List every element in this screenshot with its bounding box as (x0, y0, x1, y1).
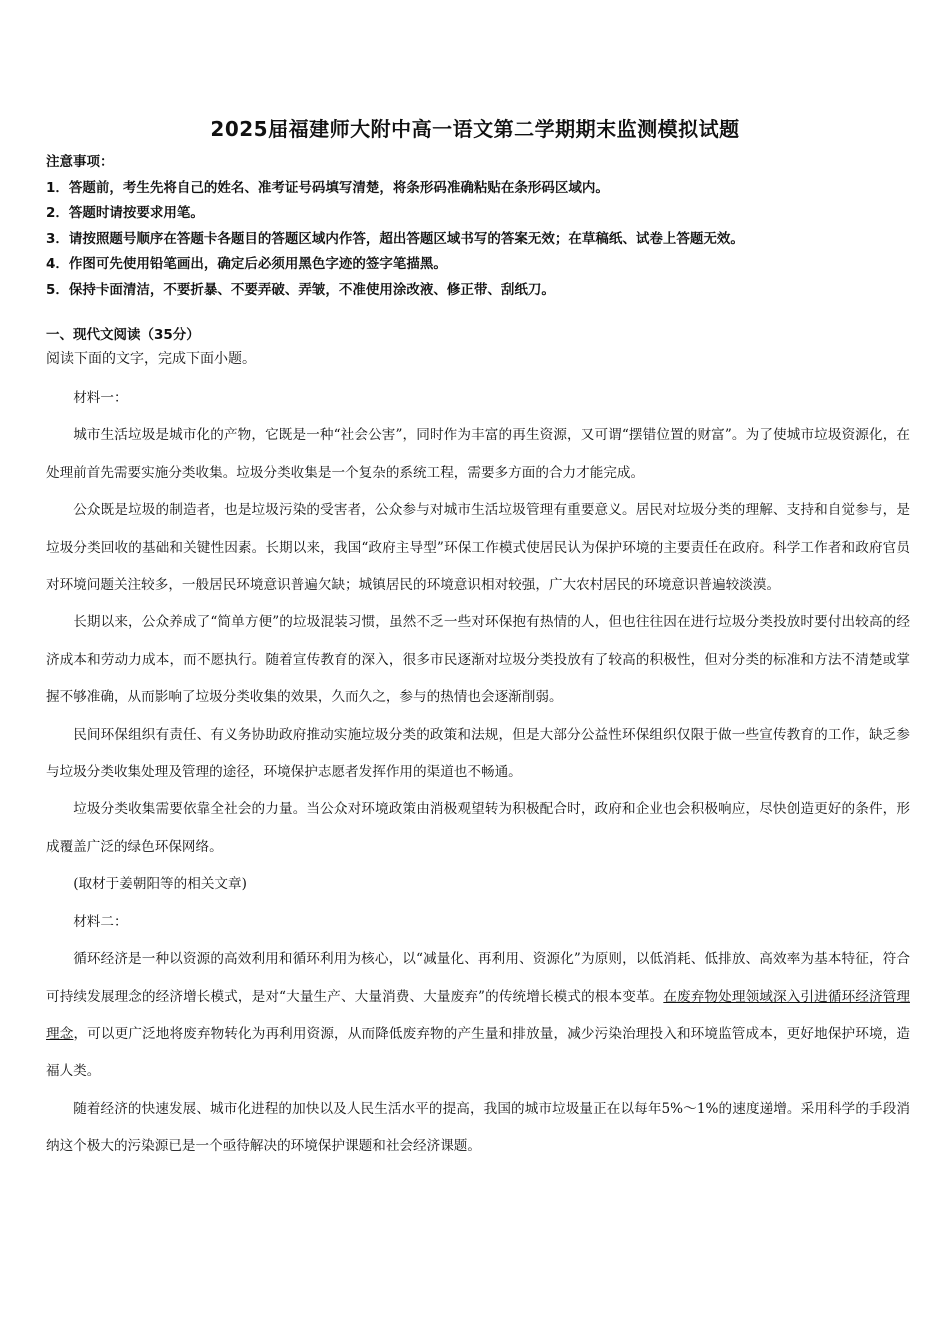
notice-block (46, 150, 926, 303)
material2-paragraph-1 (46, 941, 910, 1091)
notice-item-1: 1．答题前，考生先将自己的姓名、准考证号码填写清楚，将条形码准确粘贴在条形码区域内。 (46, 179, 609, 196)
notice-item-5: 5．保持卡面清洁，不要折暴、不要弄破、弄皱，不准使用涂改液、修正带、刮纸刀。 (46, 281, 555, 298)
material1-label: 材料一： (73, 390, 128, 406)
material2-label: 材料二： (73, 913, 128, 930)
document-title: 2025届福建师大附中高一语文第二学期期末监测模拟试题 (210, 117, 740, 141)
reading-passage (46, 380, 910, 1166)
notice-item-4: 4．作图可先使用铅笔画出，确定后必须用黑色字迹的签字笔描黑。 (46, 256, 447, 272)
notice-heading: 注意事项： (46, 154, 114, 170)
notice-item-2: 2．答题时请按要求用笔。 (46, 205, 204, 221)
material2-p1-text: 循环经济是一种以资源的高效利用和循环利用为核心，以“减量化、再利用、资源化”为原则，以低消耗、低排放、高效率为基本特征，符合可持续发展理念的经济增长模式，是对“大量生产、大量消费、大量废弃”的传统增长模式的根本变革。 (46, 951, 910, 1005)
material1-paragraph-1: 城市生活垃圾是城市化的产物，它既是一种“社会公害”，同时作为丰富的再生资源，又可谓“摆错位置的财富”。为了使城市垃圾资源化，在处理前首先需要实施分类收集。垃圾分类收集是一个复杂的系统工程，需要多方面的合力才能完成。 (46, 427, 910, 481)
material1-paragraph-5: 垃圾分类收集需要依靠全社会的力量。当公众对环境政策由消极观望转为积极配合时，政府和企业也会积极响应，尽快创造更好的条件，形成覆盖广泛的绿色环保网络。 (46, 801, 910, 855)
material1-source: (取材于姜朝阳等的相关文章) (73, 876, 247, 893)
material1-paragraph-4: 民间环保组织有责任、有义务协助政府推动实施垃圾分类的政策和法规，但是大部分公益性环保组织仅限于做一些宣传教育的工作，缺乏参与垃圾分类收集处理及管理的途径，环境保护志愿者发挥作用的渠道也不畅通。 (46, 726, 910, 781)
material2-paragraph-2: 随着经济的快速发展、城市化进程的加快以及人民生活水平的提高，我国的城市垃圾量正在以每年5%～1%的速度递增。采用科学的手段消纳这个极大的污染源已是一个亟待解决的环境保护课题和社会经济课题。 (46, 1100, 910, 1155)
underlined-sentence: 在废弃物处理领域深入引进循环经济管理理念 (46, 988, 910, 1042)
section-intro: 阅读下面的文字，完成下面小题。 (46, 351, 256, 367)
material2-p1-rest: ，可以更广泛地将废弃物转化为再利用资源，从而降低废弃物的产生量和排放量，减少污染治理投入和环境监管成本，更好地保护环境，造福人类。 (46, 1025, 911, 1080)
material1-paragraph-3: 长期以来，公众养成了“简单方便”的垃圾混装习惯，虽然不乏一些对环保抱有热情的人，但也往往因在进行垃圾分类投放时要付出较高的经济成本和劳动力成本，而不愿执行。随着宣传教育的深入，很多市民逐渐对垃圾分类投放有了较高的积极性，但对分类的标准和方法不清楚或掌握不够准确，从而影响了垃圾分类收集的效果，久而久之，参与的热情也会逐渐削弱。 (46, 614, 910, 706)
notice-item-3: 3．请按照题号顺序在答题卡各题目的答题区域内作答，超出答题区域书写的答案无效；在草稿纸、试卷上答题无效。 (46, 230, 744, 247)
section-title: 一、现代文阅读（35分） (46, 327, 200, 343)
material1-paragraph-2: 公众既是垃圾的制造者，也是垃圾污染的受害者，公众参与对城市生活垃圾管理有重要意义。居民对垃圾分类的理解、支持和自觉参与，是垃圾分类回收的基础和关键性因素。长期以来，我国“政府主导型”环保工作模式使居民认为保护环境的主要责任在政府。科学工作者和政府官员对环境问题关注较多，一般居民环境意识普遍欠缺；城镇居民的环境意识相对较强，广大农村居民的环境意识普遍较淡漠。 (46, 502, 910, 594)
